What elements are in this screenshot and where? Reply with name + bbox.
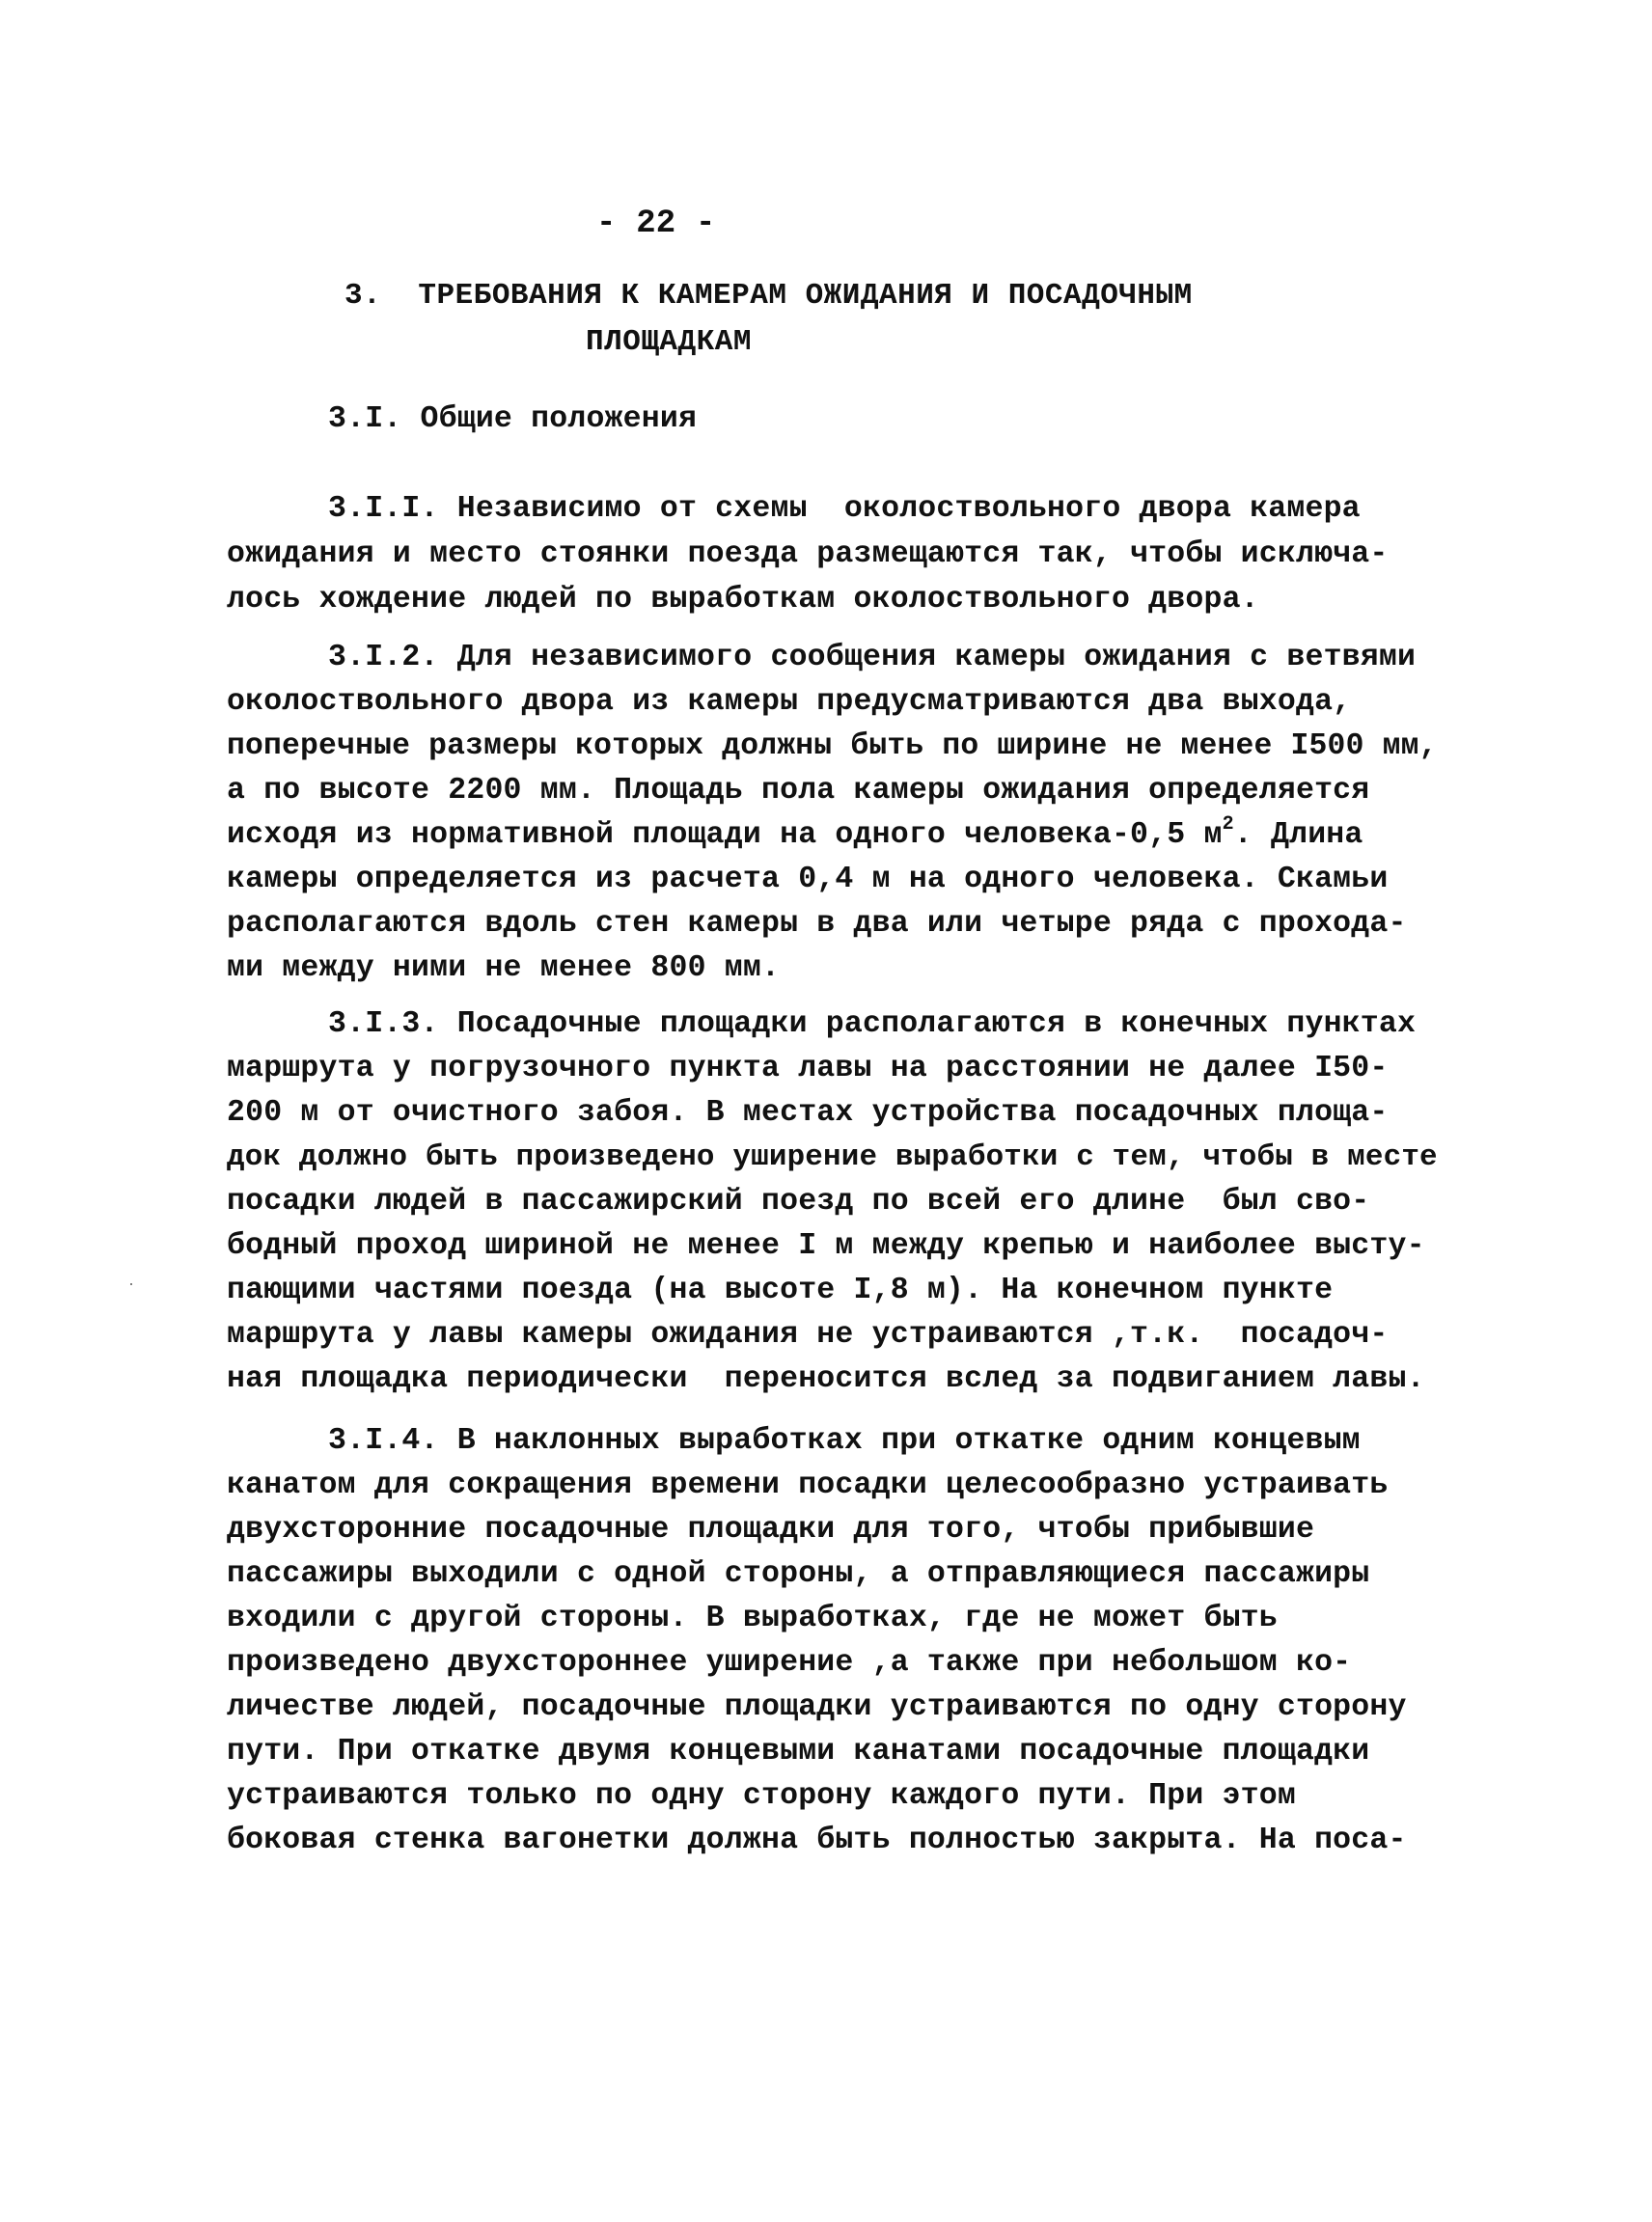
area-line-text: исходя из нормативной площади на одного человека-0,5 м [227,818,1223,852]
paragraph-3-1-4-line: произведено двухстороннее уширение ,а также при небольшом ко- [227,1646,1352,1680]
paragraph-3-1-3-line: маршрута у лавы камеры ожидания не устраиваются ,т.к. посадоч- [227,1318,1389,1352]
paragraph-3-1-3-line: 200 м от очистного забоя. В местах устройства посадочных площа- [227,1096,1389,1130]
subsection-heading: 3.I. Общие положения [328,402,698,436]
paragraph-3-1-1-line: лось хождение людей по выработкам околоствольного двора. [227,583,1259,617]
page-number: - 22 - [596,206,716,242]
paragraph-3-1-2-line: околоствольного двора из камеры предусматриваются два выхода, [227,685,1352,719]
paragraph-3-1-3-line: бодный проход шириной не менее I м между крепью и наиболее высту- [227,1229,1425,1263]
paragraph-3-1-2-line: а по высоте 2200 мм. Площадь пола камеры ожидания определяется [227,774,1370,808]
paragraph-3-1-1-line: ожидания и место стоянки поезда размещаются так, чтобы исключа- [227,537,1389,571]
paragraph-3-1-4-line: пути. При откатке двумя концевыми канатами посадочные площадки [227,1735,1370,1769]
paragraph-3-1-4-line: устраиваются только по одну сторону каждого пути. При этом [227,1779,1296,1813]
paragraph-3-1-4-line: личестве людей, посадочные площадки устраиваются по одну сторону [227,1690,1407,1724]
paragraph-3-1-3-line: ная площадка периодически переносится вслед за подвиганием лавы. [227,1362,1425,1396]
section-heading-line-1: 3. ТРЕБОВАНИЯ К КАМЕРАМ ОЖИДАНИЯ И ПОСАДОЧНЫМ [344,279,1193,313]
paragraph-3-1-4-line: канатом для сокращения времени посадки целесообразно устраивать [227,1468,1389,1502]
paragraph-3-1-2-area-line [227,814,1363,857]
paragraph-3-1-3-line: док должно быть произведено уширение выработки с тем, чтобы в месте [227,1140,1438,1174]
paragraph-3-1-4-line: входили с другой стороны. В выработках, где не может быть [227,1602,1278,1635]
paragraph-3-1-1-line: 3.I.I. Независимо от схемы околоствольного двора камера [328,492,1361,526]
paragraph-3-1-2-line: поперечные размеры которых должны быть по ширине не менее I500 мм, [227,729,1438,763]
paragraph-3-1-3-line: пающими частями поезда (на высоте I,8 м). На конечном пункте [227,1274,1334,1307]
paragraph-3-1-4-line: боковая стенка вагонетки должна быть полностью закрыта. На поса- [227,1824,1407,1857]
paragraph-3-1-2-line: камеры определяется из расчета 0,4 м на одного человека. Скамьи [227,863,1389,896]
paragraph-3-1-4-line: пассажиры выходили с одной стороны, а отправляющиеся пассажиры [227,1557,1370,1591]
paragraph-3-1-4-line: 3.I.4. В наклонных выработках при откатке одним концевым [328,1424,1361,1458]
paragraph-3-1-4-line: двухсторонние посадочные площадки для того, чтобы прибывшие [227,1513,1315,1547]
area-line-tail: . Длина [1233,818,1363,852]
area-superscript: 2 [1222,813,1234,836]
section-heading-line-2: ПЛОЩАДКАМ [586,325,752,359]
paragraph-3-1-2-line: располагаются вдоль стен камеры в два или четыре ряда с прохода- [227,907,1407,941]
scan-speck [130,1283,132,1285]
paragraph-3-1-3-line: 3.I.3. Посадочные площадки располагаются в конечных пунктах [328,1007,1417,1041]
paragraph-3-1-2-line: 3.I.2. Для независимого сообщения камеры ожидания с ветвями [328,641,1417,674]
paragraph-3-1-2-line: ми между ними не менее 800 мм. [227,951,781,985]
paragraph-3-1-3-line: посадки людей в пассажирский поезд по всей его длине был сво- [227,1185,1370,1219]
paragraph-3-1-3-line: маршрута у погрузочного пункта лавы на расстоянии не далее I50- [227,1052,1389,1085]
